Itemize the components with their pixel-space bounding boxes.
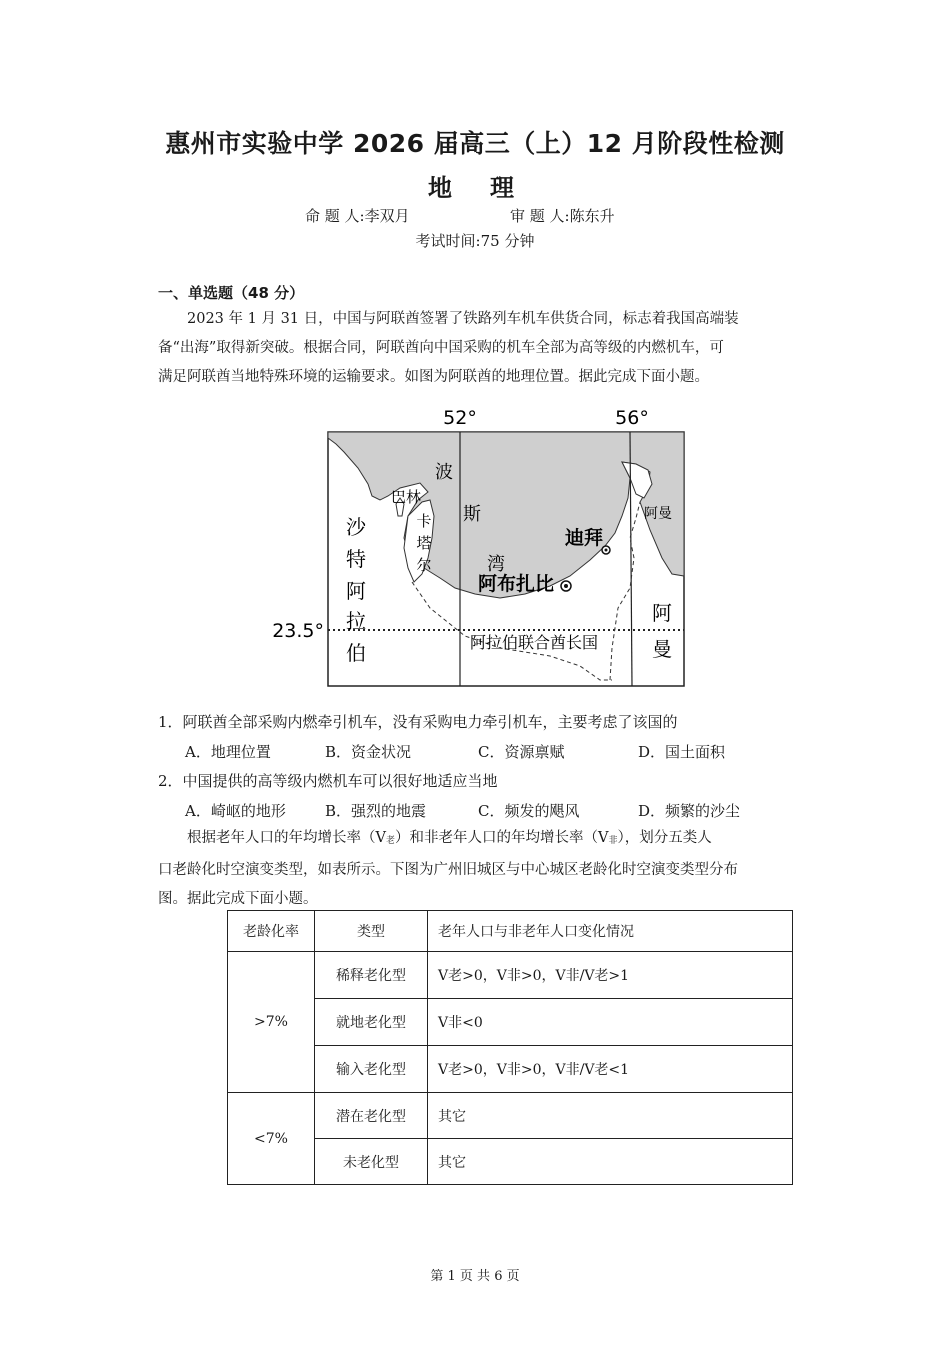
author-label: 命 题 人: (305, 207, 365, 225)
label-wan: 湾 (487, 554, 505, 575)
q1-option-b[interactable]: B．资金状况 (325, 743, 412, 761)
section-heading: 一、单选题（48 分） (158, 284, 305, 302)
cond-cell: V非<0 (428, 999, 793, 1046)
header-type: 类型 (315, 911, 428, 952)
label-uae: 阿拉伯联合酋长国 (469, 633, 599, 652)
reviewer-name: 陈东升 (569, 207, 615, 225)
intro2-line2: 口老龄化时空演变类型，如表所示。下图为广州旧城区与中心城区老龄化时空演变类型分布 (158, 862, 738, 878)
q2-option-c[interactable]: C．频发的飓风 (478, 802, 580, 820)
intro1-line1: 2023 年 1 月 31 日，中国与阿联酋签署了铁路列车机车供货合同，标志着我国高端装 (187, 311, 739, 327)
type-cell: 稀释老化型 (315, 952, 428, 999)
label-saudi-4: 拉 (346, 609, 366, 633)
label-qatar-3: 尔 (416, 556, 432, 574)
label-bo: 波 (435, 462, 453, 483)
table-row (228, 1093, 793, 1139)
type-cell: 输入老化型 (315, 1046, 428, 1093)
intro1-line2: 备“出海”取得新突破。根据合同，阿联酋向中国采购的机车全部为高等级的内燃机车，可 (158, 340, 724, 356)
header-rate: 老龄化率 (228, 911, 315, 952)
exam-title: 惠州市实验中学 2026 届高三（上）12 月阶段性检测 (165, 129, 785, 158)
q2-option-d[interactable]: D．频繁的沙尘 (638, 802, 741, 820)
subject-title: 地理 (428, 174, 552, 202)
question-1-stem: 1．阿联酋全部采购内燃牵引机车，没有采购电力牵引机车，主要考虑了该国的 (158, 713, 678, 731)
intro-paragraph-2 (158, 824, 798, 914)
label-oman-1: 阿 (652, 601, 672, 625)
label-saudi-3: 阿 (346, 579, 366, 603)
intro-paragraph-1 (158, 305, 798, 392)
label-saudi-1: 沙 (346, 515, 366, 539)
label-bahrain: 巴林 (390, 488, 422, 506)
author-name: 李双月 (364, 207, 410, 225)
q2-option-b[interactable]: B．强烈的地震 (325, 802, 427, 820)
intro1-line3: 满足阿联酋当地特殊环境的运输要求。如图为阿联酋的地理位置。据此完成下面小题。 (158, 369, 709, 385)
sub-fei: 非 (608, 836, 618, 846)
type-cell: 未老化型 (315, 1139, 428, 1185)
q1-option-c[interactable]: C．资源禀赋 (478, 743, 565, 761)
label-saudi-5: 伯 (346, 641, 366, 665)
intro2-line3: 图。据此完成下面小题。 (158, 891, 318, 907)
lon-label-56: 56° (615, 407, 649, 429)
label-qatar-2: 塔 (416, 534, 432, 552)
label-saudi-2: 特 (346, 547, 366, 571)
table-row (228, 952, 793, 999)
q1-option-a[interactable]: A．地理位置 (185, 743, 271, 761)
author-line (305, 205, 410, 226)
cond-cell: 其它 (428, 1139, 793, 1185)
uae-map (272, 398, 720, 698)
label-dubai: 迪拜 (564, 527, 604, 549)
rate-cell-high: >7% (228, 952, 315, 1093)
type-cell: 就地老化型 (315, 999, 428, 1046)
cond-cell: 其它 (428, 1093, 793, 1139)
label-si: 斯 (463, 504, 481, 525)
exam-time: 考试时间:75 分钟 (415, 232, 535, 250)
q1-option-d[interactable]: D．国土面积 (638, 743, 726, 761)
label-oman-2: 曼 (652, 637, 672, 661)
cond-cell: V老>0，V非>0，V非/V老<1 (428, 1046, 793, 1093)
label-qatar-1: 卡 (416, 512, 432, 530)
q2-option-a[interactable]: A．崎岖的地形 (185, 802, 286, 820)
cond-cell: V老>0，V非>0，V非/V老>1 (428, 952, 793, 999)
lon-label-52: 52° (443, 407, 477, 429)
reviewer-line (510, 205, 615, 226)
rate-cell-low: <7% (228, 1093, 315, 1185)
label-abudhabi: 阿布扎比 (477, 573, 555, 595)
page-footer: 第 1 页 共 6 页 (430, 1269, 520, 1284)
label-oman-north: 阿曼 (644, 506, 672, 522)
reviewer-label: 审 题 人: (510, 207, 570, 225)
type-cell: 潜在老化型 (315, 1093, 428, 1139)
question-2-stem: 2．中国提供的高等级内燃机车可以很好地适应当地 (158, 772, 498, 790)
header-change: 老年人口与非老年人口变化情况 (428, 911, 793, 952)
aging-type-table (227, 910, 793, 1185)
sub-lao: 老 (385, 836, 395, 846)
intro2-line1: 根据老年人口的年均增长率$(V_老)$和非老年人口的年均增长率$(V_非)$，划分五类人 (187, 830, 712, 846)
table-header-row (228, 911, 793, 952)
lat-label: 23.5° (272, 620, 324, 642)
